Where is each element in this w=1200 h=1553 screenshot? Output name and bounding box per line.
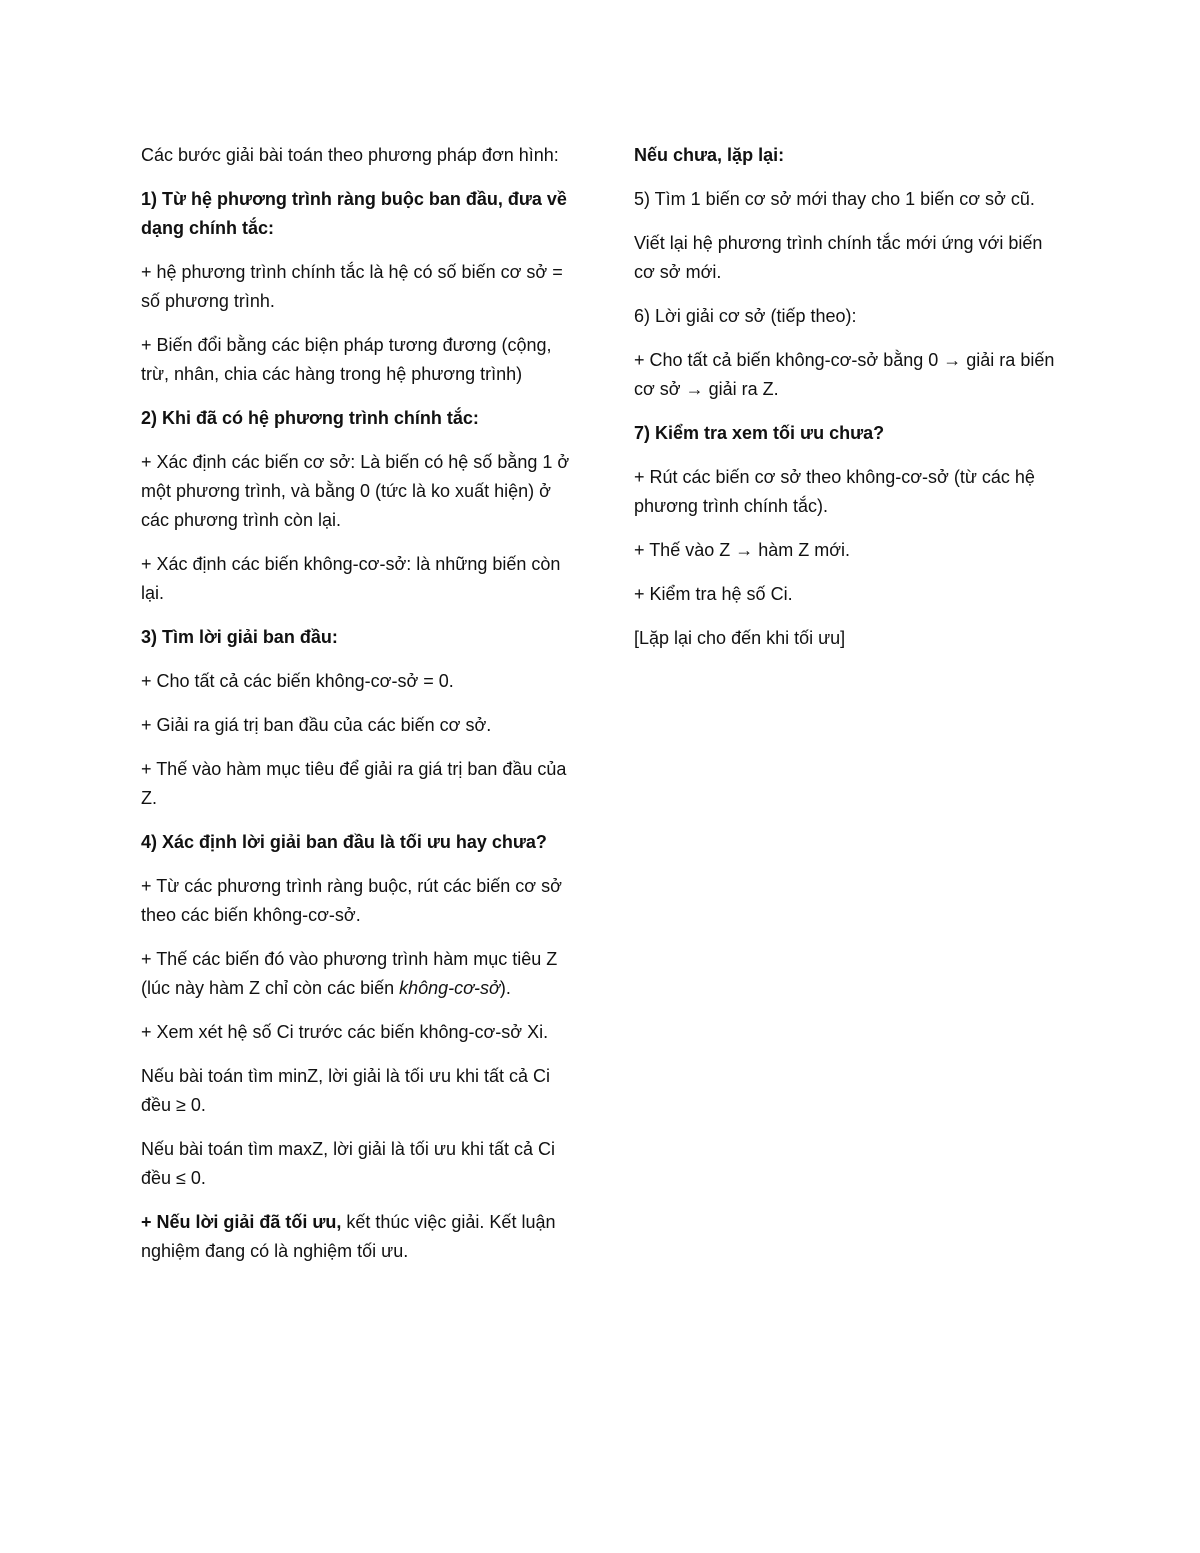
step7-heading: 7) Kiểm tra xem tối ưu chưa? [634,423,885,443]
step4-point2-lead: + Thế các biến đó vào phương trình hàm mục tiêu Z (lúc này hàm Z chỉ còn các biến [141,949,558,998]
step4-point1: + Từ các phương trình ràng buộc, rút các biến cơ sở theo các biến không-cơ-sở. [141,876,562,925]
step4-optimal [141,1208,571,1266]
step4-optimal-rest: kết thúc việc giải. Kết luận nghiệm đang có là nghiệm tối ưu. [141,1212,556,1261]
right-column [634,141,1059,668]
step6-text: 6) Lời giải cơ sở (tiếp theo): [634,306,857,326]
step7-point2: + Thế vào Z → hàm Z mới. [634,540,851,560]
step3-heading: 3) Tìm lời giải ban đầu: [141,627,338,647]
step2-heading: 2) Khi đã có hệ phương trình chính tắc: [141,408,479,428]
repeat-note: [Lặp lại cho đến khi tối ưu] [634,628,846,648]
step2-point2-lead: + Xác định các biến không-cơ-sở: [141,554,412,574]
step7-point3: + Kiểm tra hệ số Ci. [634,584,793,604]
step4-heading: 4) Xác định lời giải ban đầu là tối ưu hay chưa? [141,832,547,852]
step4-point3: + Xem xét hệ số Ci trước các biến không-cơ-sở Xi. [141,1022,549,1042]
step4-min-condition: Nếu bài toán tìm minZ, lời giải là tối ưu khi tất cả Ci đều ≥ 0. [141,1066,551,1115]
step3-point2: + Giải ra giá trị ban đầu của các biến cơ sở. [141,715,492,735]
intro-paragraph: Các bước giải bài toán theo phương pháp đơn hình: [141,145,559,165]
step1-point1: + hệ phương trình chính tắc là hệ có số biến cơ sở = số phương trình. [141,262,563,311]
step1-point2: + Biến đổi bằng các biện pháp tương đương (cộng, trừ, nhân, chia các hàng trong hệ phương trình) [141,335,552,384]
step4-point2-tail: ). [499,978,511,998]
step6-point1: + Cho tất cả biến không-cơ-sở bằng 0 → giải ra biến cơ sở → giải ra Z. [634,350,1055,399]
step2-point1-rest: Là biến có hệ số bằng 1 ở một phương trình, và bằng 0 (tức là ko xuất hiện) ở các phương trình còn lại. [141,452,570,530]
step2-point1-lead: + Xác định các biến cơ sở: [141,452,356,472]
step1-heading: 1) Từ hệ phương trình ràng buộc ban đầu, đưa về dạng chính tắc: [141,189,567,238]
step3-point3: + Thế vào hàm mục tiêu để giải ra giá trị ban đầu của Z. [141,759,567,808]
step5-text: 5) Tìm 1 biến cơ sở mới thay cho 1 biến cơ sở cũ. [634,189,1035,209]
step3-point1: + Cho tất cả các biến không-cơ-sở = 0. [141,671,454,691]
step4-optimal-lead: + Nếu lời giải đã tối ưu, [141,1212,342,1232]
step5-rewrite: Viết lại hệ phương trình chính tắc mới ứng với biến cơ sở mới. [634,233,1043,282]
step4-max-condition: Nếu bài toán tìm maxZ, lời giải là tối ưu khi tất cả Ci đều ≤ 0. [141,1139,556,1188]
step7-point1: + Rút các biến cơ sở theo không-cơ-sở (từ các hệ phương trình chính tắc). [634,467,1035,516]
left-column [141,141,571,1281]
step4-point2-italic: không-cơ-sở [399,978,500,998]
repeat-heading: Nếu chưa, lặp lại: [634,145,785,165]
step2-point2-rest: là những biến còn lại. [141,554,561,603]
step2-point1 [141,448,571,535]
step4-point2 [141,945,571,1003]
step2-point2 [141,550,571,608]
